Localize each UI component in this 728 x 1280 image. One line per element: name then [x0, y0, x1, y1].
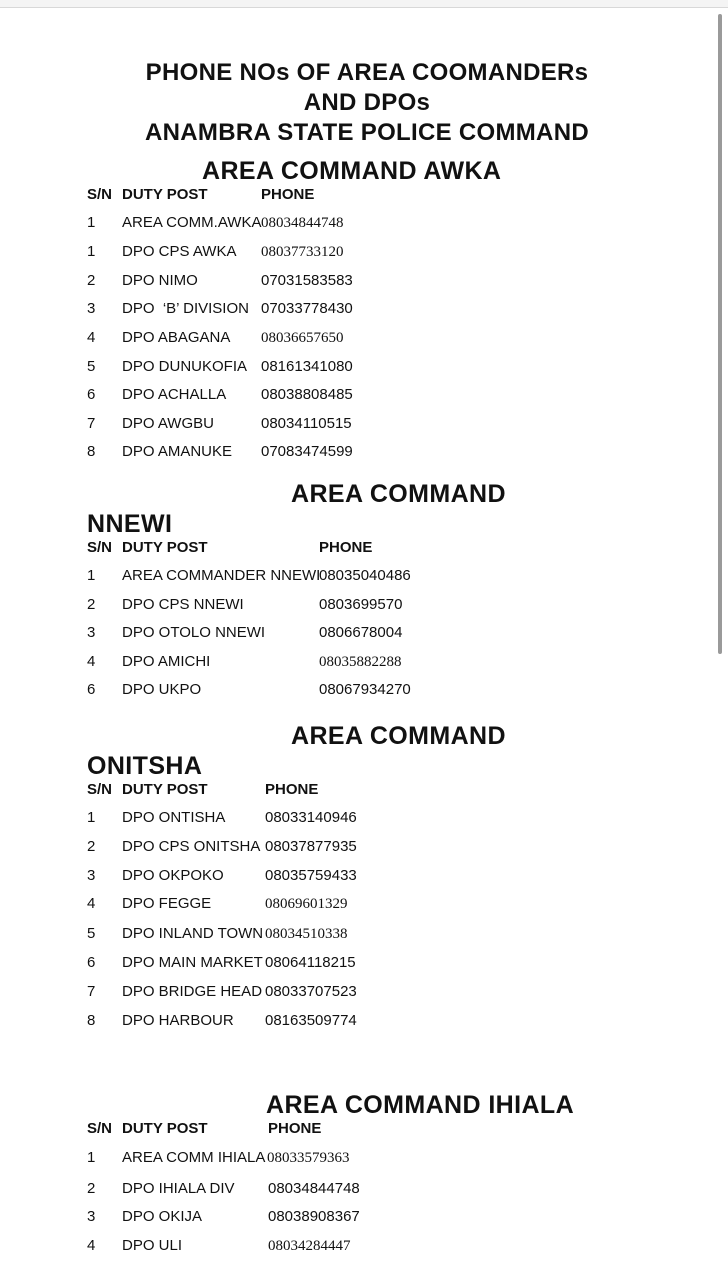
document-title	[0, 58, 728, 148]
row-phone: 08034510338	[265, 926, 348, 942]
row-sn: 4	[87, 895, 96, 912]
section-heading-continued: ONITSHA	[87, 752, 203, 780]
row-sn: 3	[87, 867, 96, 884]
row-phone: 08035040486	[319, 567, 411, 584]
column-header-phone: PHONE	[265, 781, 319, 798]
row-duty-post: DPO ONTISHA	[122, 809, 226, 826]
row-duty-post: DPO NIMO	[122, 272, 198, 289]
row-phone: 07033778430	[261, 300, 353, 317]
row-sn: 3	[87, 300, 96, 317]
row-duty-post: DPO INLAND TOWN	[122, 925, 264, 942]
column-header-phone: PHONE	[261, 186, 315, 203]
row-phone: 08161341080	[261, 358, 353, 375]
row-phone: 08034844748	[261, 215, 344, 231]
row-duty-post: AREA COMM.AWKA	[122, 214, 262, 231]
row-sn: 2	[87, 1180, 96, 1197]
row-phone: 08033579363	[267, 1150, 350, 1166]
row-sn: 6	[87, 954, 96, 971]
row-sn: 1	[87, 243, 96, 260]
row-sn: 3	[87, 624, 96, 641]
section-heading: AREA COMMAND	[291, 480, 506, 508]
row-phone: 08163509774	[265, 1012, 357, 1029]
row-duty-post: DPO ULI	[122, 1237, 183, 1254]
row-duty-post: DPO ‘B’ DIVISION	[122, 300, 249, 317]
row-phone: 08069601329	[265, 896, 348, 912]
column-header-phone: PHONE	[319, 539, 373, 556]
column-header-phone: PHONE	[268, 1120, 322, 1137]
row-sn: 2	[87, 596, 96, 613]
row-sn: 1	[87, 214, 96, 231]
row-duty-post: DPO AMICHI	[122, 653, 211, 670]
row-phone: 0806678004	[319, 624, 403, 641]
top-browser-bar	[0, 0, 728, 8]
column-header-duty-post: DUTY POST	[122, 539, 208, 556]
row-duty-post: DPO IHIALA DIV	[122, 1180, 235, 1197]
row-duty-post: DPO DUNUKOFIA	[122, 358, 248, 375]
row-duty-post: DPO CPS ONITSHA	[122, 838, 261, 855]
row-sn: 4	[87, 653, 96, 670]
column-header-sn: S/N	[87, 781, 113, 798]
title-line: ANAMBRA STATE POLICE COMMAND	[145, 119, 589, 146]
section-heading: AREA COMMAND AWKA	[202, 157, 502, 185]
row-duty-post: DPO OKIJA	[122, 1208, 203, 1225]
row-phone: 08067934270	[319, 681, 411, 698]
row-phone: 07083474599	[261, 443, 353, 460]
row-phone: 08035882288	[319, 654, 402, 670]
row-sn: 7	[87, 983, 96, 1000]
row-phone: 08036657650	[261, 330, 344, 346]
row-sn: 1	[87, 1149, 96, 1166]
row-phone: 08034844748	[268, 1180, 360, 1197]
column-header-duty-post: DUTY POST	[122, 186, 208, 203]
row-phone: 08033140946	[265, 809, 357, 826]
title-line: PHONE NOs OF AREA COOMANDERs	[145, 59, 589, 86]
row-phone: 08034284447	[268, 1238, 351, 1254]
row-phone: 08033707523	[265, 983, 357, 1000]
row-duty-post: DPO ACHALLA	[122, 386, 227, 403]
row-sn: 2	[87, 272, 96, 289]
row-phone: 08038808485	[261, 386, 353, 403]
row-duty-post: DPO MAIN MARKET	[122, 954, 263, 971]
row-duty-post: DPO OTOLO NNEWI	[122, 624, 266, 641]
row-phone: 08038908367	[268, 1208, 360, 1225]
row-duty-post: DPO AMANUKE	[122, 443, 233, 460]
row-duty-post: DPO CPS AWKA	[122, 243, 237, 260]
row-phone: 08037877935	[265, 838, 357, 855]
row-duty-post: DPO OKPOKO	[122, 867, 224, 884]
row-phone: 07031583583	[261, 272, 353, 289]
row-sn: 2	[87, 838, 96, 855]
row-duty-post: AREA COMMANDER NNEWI	[122, 567, 321, 584]
row-phone: 08064118215	[265, 954, 356, 971]
title-line: AND DPOs	[303, 89, 431, 116]
row-sn: 1	[87, 809, 96, 826]
row-phone: 08035759433	[265, 867, 357, 884]
row-duty-post: DPO ABAGANA	[122, 329, 231, 346]
row-sn: 5	[87, 925, 96, 942]
row-sn: 8	[87, 1012, 96, 1029]
section-heading-continued: NNEWI	[87, 510, 173, 538]
row-duty-post: DPO FEGGE	[122, 895, 212, 912]
row-duty-post: DPO CPS NNEWI	[122, 596, 244, 613]
column-header-sn: S/N	[87, 1120, 113, 1137]
row-sn: 7	[87, 415, 96, 432]
row-sn: 3	[87, 1208, 96, 1225]
row-sn: 8	[87, 443, 96, 460]
row-phone: 0803699570	[319, 596, 403, 613]
row-duty-post: DPO AWGBU	[122, 415, 214, 432]
row-sn: 4	[87, 329, 96, 346]
row-sn: 1	[87, 567, 96, 584]
row-sn: 6	[87, 681, 96, 698]
row-sn: 6	[87, 386, 96, 403]
row-duty-post: DPO BRIDGE HEAD	[122, 983, 263, 1000]
section-heading: AREA COMMAND IHIALA	[266, 1091, 575, 1119]
row-duty-post: DPO HARBOUR	[122, 1012, 234, 1029]
column-header-duty-post: DUTY POST	[122, 1120, 208, 1137]
column-header-sn: S/N	[87, 186, 113, 203]
row-duty-post: DPO UKPO	[122, 681, 202, 698]
row-phone: 08034110515	[261, 415, 352, 432]
row-sn: 4	[87, 1237, 96, 1254]
column-header-duty-post: DUTY POST	[122, 781, 208, 798]
row-duty-post: AREA COMM IHIALA	[122, 1149, 266, 1166]
section-heading: AREA COMMAND	[291, 722, 506, 750]
row-sn: 5	[87, 358, 96, 375]
column-header-sn: S/N	[87, 539, 113, 556]
row-phone: 08037733120	[261, 244, 344, 260]
